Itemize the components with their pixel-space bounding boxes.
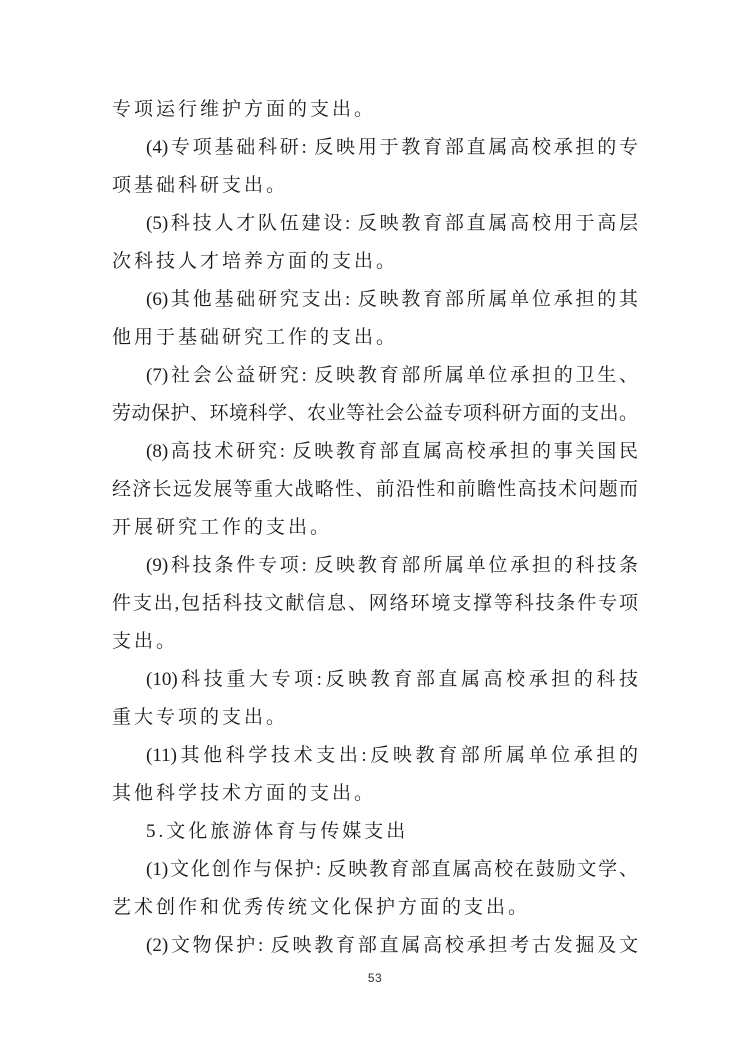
text-line: 支出。 — [112, 631, 179, 652]
text-line: 次科技人才培养方面的支出。 — [112, 251, 399, 272]
text-line: 项基础科研支出。 — [112, 175, 289, 196]
text-line: 其他科学技术方面的支出。 — [112, 783, 377, 804]
text-line: (1)文化创作与保护: 反映教育部直属高校在鼓励文学、 — [146, 859, 638, 880]
text-line: (2)文物保护: 反映教育部直属高校承担考古发掘及文 — [146, 935, 638, 956]
text-line: (6)其他基础研究支出: 反映教育部所属单位承担的其 — [146, 289, 638, 310]
text-line: 经济长远发展等重大战略性、前沿性和前瞻性高技术问题而 — [112, 479, 638, 500]
text-line: 他用于基础研究工作的支出。 — [112, 327, 399, 348]
text-line: 劳动保护、环境科学、农业等社会公益专项科研方面的支出。 — [112, 403, 638, 424]
text-block — [112, 91, 638, 965]
text-line: (11)其他科学技术支出:反映教育部所属单位承担的 — [146, 745, 638, 766]
text-line: (4)专项基础科研: 反映用于教育部直属高校承担的专 — [146, 137, 638, 158]
page-number: 53 — [367, 971, 383, 985]
text-line: (7)社会公益研究: 反映教育部所属单位承担的卫生、 — [146, 365, 638, 386]
text-line: 重大专项的支出。 — [112, 707, 289, 728]
text-line: (9)科技条件专项: 反映教育部所属单位承担的科技条 — [146, 555, 638, 576]
text-line: (10)科技重大专项:反映教育部直属高校承担的科技 — [146, 669, 638, 690]
text-line: 件支出,包括科技文献信息、网络环境支撑等科技条件专项 — [112, 593, 638, 614]
text-line: 5.文化旅游体育与传媒支出 — [146, 821, 409, 842]
text-line: (5)科技人才队伍建设: 反映教育部直属高校用于高层 — [146, 213, 638, 234]
text-line: (8)高技术研究: 反映教育部直属高校承担的事关国民 — [146, 441, 638, 462]
text-line: 专项运行维护方面的支出。 — [112, 99, 377, 120]
text-line: 艺术创作和优秀传统文化保护方面的支出。 — [112, 897, 531, 918]
text-line: 开展研究工作的支出。 — [112, 517, 333, 538]
